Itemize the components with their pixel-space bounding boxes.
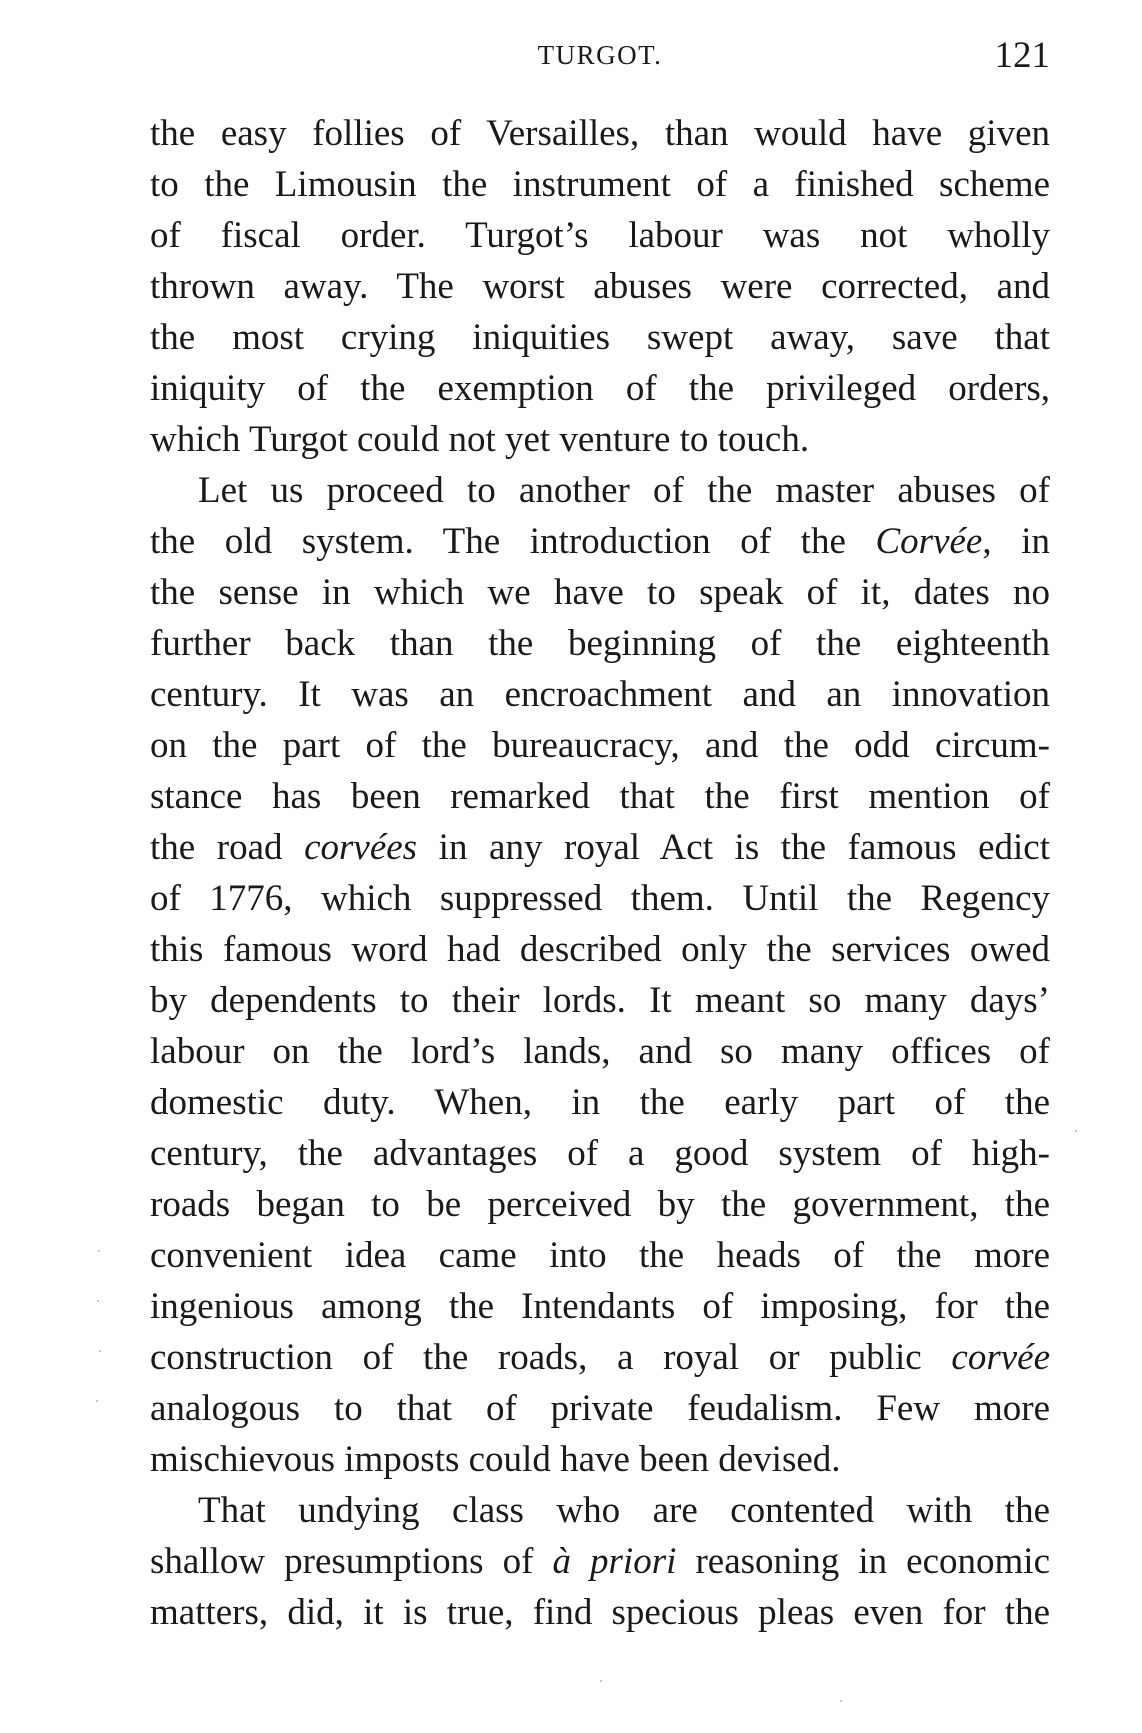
text-line: convenient idea came into the heads of the more: [150, 1235, 1050, 1276]
text-run: the road: [150, 827, 305, 868]
paragraph-1: [150, 108, 1050, 465]
text-line: That undying class who are contented with the: [198, 1490, 1050, 1531]
page-number: 121: [994, 35, 1050, 76]
italic-term: Corvée: [875, 521, 983, 562]
text-line: roads began to be perceived by the government, the: [150, 1184, 1050, 1225]
italic-term: corvées: [304, 827, 418, 868]
scan-speck: [600, 1680, 602, 1682]
running-head: [150, 34, 1050, 84]
text-line: thrown away. The worst abuses were corrected, and: [150, 266, 1050, 307]
scan-speck: [97, 1300, 99, 1302]
text-line: this famous word had described only the services owed: [150, 929, 1050, 970]
paragraph-2: [150, 465, 1050, 1485]
text-run: the old system. The introduction of the: [150, 521, 876, 562]
text-run: , in: [982, 521, 1050, 562]
running-title: TURGOT.: [537, 40, 663, 70]
text-line: of 1776, which suppressed them. Until the Regency: [150, 878, 1050, 919]
text-line: further back than the beginning of the eighteenth: [150, 623, 1050, 664]
text-line: mischievous imposts could have been devised.: [150, 1439, 841, 1480]
text-line: by dependents to their lords. It meant so many days’: [150, 980, 1050, 1021]
text-line: labour on the lord’s lands, and so many offices of: [150, 1031, 1050, 1072]
text-line: iniquity of the exemption of the privileged orders,: [150, 368, 1050, 409]
text-line: to the Limousin the instrument of a finished scheme: [150, 164, 1050, 205]
text-run: reasoning in economic: [676, 1541, 1051, 1582]
text-line: ingenious among the Intendants of imposing, for the: [150, 1286, 1050, 1327]
text-line: [150, 1332, 1050, 1383]
text-line: the most crying iniquities swept away, save that: [150, 317, 1050, 358]
text-line: of fiscal order. Turgot’s labour was not wholly: [150, 215, 1050, 256]
text-line: century. It was an encroachment and an innovation: [150, 674, 1050, 715]
text-line: on the part of the bureaucracy, and the odd circum-: [150, 725, 1050, 766]
text-line: [150, 516, 1050, 567]
scan-speck: [99, 1350, 101, 1352]
text-line: which Turgot could not yet venture to touch.: [150, 419, 810, 460]
text-line: the sense in which we have to speak of it, dates no: [150, 572, 1050, 613]
text-line: century, the advantages of a good system of high-: [150, 1133, 1050, 1174]
paragraph-3: [150, 1485, 1050, 1638]
scan-speck: [98, 1250, 100, 1252]
text-line: [150, 1536, 1050, 1587]
scan-speck: [1075, 1130, 1077, 1132]
text-line: [150, 822, 1050, 873]
text-run: shallow presumptions of: [150, 1541, 553, 1582]
text-line: domestic duty. When, in the early part of the: [150, 1082, 1050, 1123]
scan-speck: [96, 1400, 98, 1402]
scan-speck: [840, 1700, 842, 1702]
text-line: Let us proceed to another of the master abuses of: [198, 470, 1050, 511]
text-run: construction of the roads, a royal or public: [150, 1337, 952, 1378]
text-line: the easy follies of Versailles, than would have given: [150, 113, 1050, 154]
italic-term: corvée: [951, 1337, 1050, 1378]
italic-term: à priori: [552, 1541, 677, 1582]
text-line: stance has been remarked that the first mention of: [150, 776, 1050, 817]
text-line: matters, did, it is true, find specious pleas even for the: [150, 1592, 1050, 1633]
text-block: [150, 108, 1050, 1638]
text-line: analogous to that of private feudalism. Few more: [150, 1388, 1050, 1429]
text-run: in any royal Act is the famous edict: [417, 827, 1050, 868]
